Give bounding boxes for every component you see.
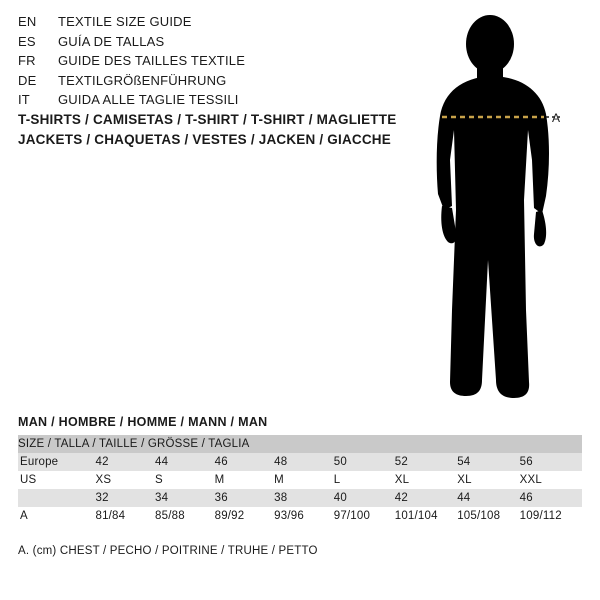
table-cell: 93/96 [274, 507, 334, 525]
language-row [18, 92, 398, 112]
row-label: A [18, 507, 95, 525]
row-label [18, 489, 95, 507]
language-row [18, 14, 398, 34]
table-header-row [18, 435, 582, 453]
table-cell: XL [395, 471, 457, 489]
measure-label-a: A [552, 111, 561, 125]
size-table [18, 435, 582, 525]
language-text: TEXTILE SIZE GUIDE [58, 14, 192, 29]
table-cell: 32 [95, 489, 155, 507]
language-row [18, 34, 398, 54]
row-label: US [18, 471, 95, 489]
garment-category-list [18, 110, 418, 150]
language-code: EN [18, 14, 37, 29]
table-cell: 46 [520, 489, 582, 507]
row-label: Europe [18, 453, 95, 471]
table-cell: XL [457, 471, 519, 489]
language-text: GUIDE DES TAILLES TEXTILE [58, 53, 246, 68]
table-row [18, 453, 582, 471]
table-cell: 38 [274, 489, 334, 507]
table-header-label: SIZE / TALLA / TAILLE / GRÖSSE / TAGLIA [18, 435, 582, 453]
table-cell: 81/84 [95, 507, 155, 525]
table-row [18, 471, 582, 489]
language-text: GUIDA ALLE TAGLIE TESSILI [58, 92, 239, 107]
table-row [18, 489, 582, 507]
footnote: A. (cm) CHEST / PECHO / POITRINE / TRUHE / PETTO [18, 545, 318, 557]
table-cell: 44 [155, 453, 215, 471]
table-cell: 101/104 [395, 507, 457, 525]
language-code: IT [18, 92, 30, 107]
language-text: GUÍA DE TALLAS [58, 33, 165, 49]
table-cell: M [215, 471, 275, 489]
table-cell: 56 [520, 453, 582, 471]
table-cell: 89/92 [215, 507, 275, 525]
table-cell: 109/112 [520, 507, 582, 525]
language-text: TEXTILGRÖßENFÜHRUNG [58, 72, 227, 88]
table-cell: 34 [155, 489, 215, 507]
size-table-block [18, 415, 582, 525]
table-cell: S [155, 471, 215, 489]
table-cell: 52 [395, 453, 457, 471]
table-cell: 105/108 [457, 507, 519, 525]
table-cell: 48 [274, 453, 334, 471]
table-cell: XS [95, 471, 155, 489]
table-cell: 40 [334, 489, 395, 507]
language-heading-list [18, 14, 398, 112]
category-tshirts: T-SHIRTS / CAMISETAS / T-SHIRT / T-SHIRT / MAGLIETTE [18, 112, 397, 127]
table-cell: 54 [457, 453, 519, 471]
table-cell: 97/100 [334, 507, 395, 525]
language-code: FR [18, 53, 36, 68]
language-row [18, 73, 398, 93]
table-cell: 42 [95, 453, 155, 471]
table-cell: 44 [457, 489, 519, 507]
table-row [18, 507, 582, 525]
table-cell: 42 [395, 489, 457, 507]
language-row [18, 53, 398, 73]
table-cell: XXL [520, 471, 582, 489]
category-jackets: JACKETS / CHAQUETAS / VESTES / JACKEN / GIACCHE [18, 132, 391, 147]
silhouette-svg [400, 10, 600, 410]
table-title: MAN / HOMBRE / HOMME / MANN / MAN [18, 415, 268, 429]
table-cell: 46 [215, 453, 275, 471]
table-cell: 85/88 [155, 507, 215, 525]
table-cell: M [274, 471, 334, 489]
table-cell: 36 [215, 489, 275, 507]
language-code: ES [18, 33, 36, 49]
table-cell: 50 [334, 453, 395, 471]
language-code: DE [18, 72, 37, 88]
male-silhouette-figure [400, 10, 600, 410]
table-cell: L [334, 471, 395, 489]
